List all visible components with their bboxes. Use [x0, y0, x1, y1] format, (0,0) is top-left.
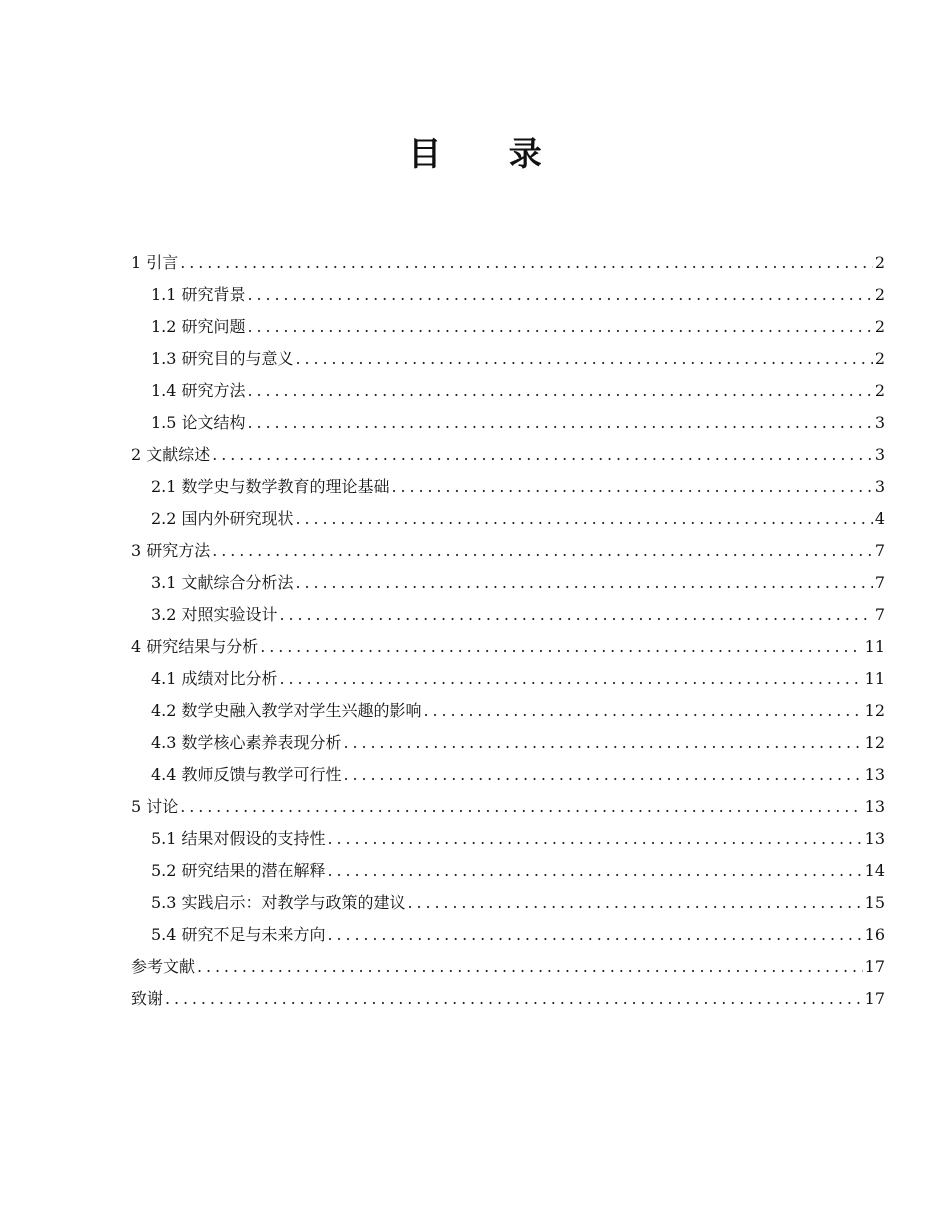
toc-entry-label: 3.1 文献综合分析法: [151, 573, 294, 592]
toc-entry-page: 16: [864, 925, 885, 944]
toc-entry-label: 1.2 研究问题: [151, 317, 246, 336]
toc-entry[interactable]: [131, 759, 885, 791]
toc-entry-label: 2.1 数学史与数学教育的理论基础: [151, 477, 390, 496]
toc-entry[interactable]: [131, 439, 885, 471]
toc-entry-page: 11: [864, 637, 885, 656]
toc-entry-label: 5.3 实践启示：对教学与政策的建议: [151, 893, 406, 912]
toc-entry[interactable]: [131, 983, 885, 1015]
toc-entry-label: 致谢: [131, 989, 164, 1008]
toc-entry[interactable]: [131, 727, 885, 759]
toc-entry[interactable]: [131, 599, 885, 631]
toc-entry-page: 12: [864, 701, 885, 720]
toc-dot-leader: [392, 471, 873, 503]
toc-dot-leader: [280, 599, 873, 631]
toc-entry-page: 2: [874, 381, 885, 400]
toc-dot-leader: [408, 887, 863, 919]
toc-entry[interactable]: [131, 951, 885, 983]
toc-entry-label: 4.3 数学核心素养表现分析: [151, 733, 342, 752]
toc-entry-label: 4.2 数学史融入教学对学生兴趣的影响: [151, 701, 422, 720]
toc-entry-page: 2: [874, 285, 885, 304]
toc-entry[interactable]: [131, 663, 885, 695]
toc-entry-label: 4.1 成绩对比分析: [151, 669, 278, 688]
toc-dot-leader: [180, 791, 862, 823]
toc-dot-leader: [260, 631, 862, 663]
toc-title: 目 录: [408, 134, 570, 173]
toc-dot-leader: [296, 343, 873, 375]
toc-entry-page: 7: [874, 541, 885, 560]
toc-dot-leader: [180, 247, 873, 279]
toc-entry[interactable]: [131, 919, 885, 951]
toc-entry[interactable]: [131, 887, 885, 919]
toc-entry-page: 3: [874, 413, 885, 432]
toc-entry-label: 1.5 论文结构: [151, 413, 246, 432]
toc-entry-label: 2 文献综述: [131, 445, 211, 464]
toc-entry[interactable]: [131, 631, 885, 663]
toc-entry-page: 13: [864, 765, 885, 784]
toc-dot-leader: [165, 983, 863, 1015]
toc-dot-leader: [212, 535, 873, 567]
toc-entry-page: 17: [864, 989, 885, 1008]
toc-dot-leader: [344, 759, 863, 791]
toc-entry-page: 7: [874, 573, 885, 592]
toc-dot-leader: [280, 663, 863, 695]
toc-dot-leader: [328, 855, 863, 887]
toc-entry[interactable]: [131, 375, 885, 407]
toc-dot-leader: [296, 567, 873, 599]
toc-entry-page: 2: [874, 253, 885, 272]
toc-entry-page: 17: [864, 957, 885, 976]
toc-entry[interactable]: [131, 695, 885, 727]
toc-dot-leader: [328, 823, 863, 855]
toc-entry-label: 4 研究结果与分析: [131, 637, 259, 656]
toc-entry-page: 2: [874, 317, 885, 336]
toc-dot-leader: [248, 311, 873, 343]
toc-dot-leader: [328, 919, 863, 951]
toc-entry[interactable]: [131, 279, 885, 311]
toc-entry-label: 1.1 研究背景: [151, 285, 246, 304]
toc-entry-label: 3 研究方法: [131, 541, 211, 560]
toc-entry[interactable]: [131, 567, 885, 599]
toc-entry-label: 5.2 研究结果的潜在解释: [151, 861, 326, 880]
toc-entry-page: 4: [874, 509, 885, 528]
toc-entry-page: 12: [864, 733, 885, 752]
toc-entry-page: 13: [864, 797, 885, 816]
toc-entry-page: 13: [864, 829, 885, 848]
toc-entry-label: 1 引言: [131, 253, 179, 272]
toc-list: [131, 247, 885, 1015]
toc-entry-page: 3: [874, 445, 885, 464]
toc-entry[interactable]: [131, 471, 885, 503]
toc-entry[interactable]: [131, 343, 885, 375]
toc-entry[interactable]: [131, 311, 885, 343]
toc-entry[interactable]: [131, 503, 885, 535]
toc-entry[interactable]: [131, 823, 885, 855]
toc-entry-label: 3.2 对照实验设计: [151, 605, 278, 624]
toc-entry-label: 5.4 研究不足与未来方向: [151, 925, 326, 944]
toc-entry-label: 4.4 教师反馈与教学可行性: [151, 765, 342, 784]
toc-entry-page: 14: [864, 861, 885, 880]
toc-dot-leader: [212, 439, 873, 471]
toc-dot-leader: [296, 503, 873, 535]
toc-entry[interactable]: [131, 407, 885, 439]
toc-entry-page: 2: [874, 349, 885, 368]
toc-entry-page: 15: [864, 893, 885, 912]
toc-dot-leader: [424, 695, 863, 727]
toc-dot-leader: [248, 407, 873, 439]
toc-entry[interactable]: [131, 791, 885, 823]
toc-entry-page: 11: [864, 669, 885, 688]
toc-entry-label: 2.2 国内外研究现状: [151, 509, 294, 528]
toc-entry[interactable]: [131, 535, 885, 567]
toc-dot-leader: [248, 279, 873, 311]
toc-entry-label: 5 讨论: [131, 797, 179, 816]
toc-entry-label: 1.4 研究方法: [151, 381, 246, 400]
toc-dot-leader: [197, 951, 863, 983]
toc-dot-leader: [248, 375, 873, 407]
toc-entry[interactable]: [131, 247, 885, 279]
toc-entry-page: 7: [874, 605, 885, 624]
toc-dot-leader: [344, 727, 863, 759]
toc-entry[interactable]: [131, 855, 885, 887]
toc-entry-page: 3: [874, 477, 885, 496]
toc-entry-label: 5.1 结果对假设的支持性: [151, 829, 326, 848]
toc-entry-label: 参考文献: [131, 957, 196, 976]
toc-entry-label: 1.3 研究目的与意义: [151, 349, 294, 368]
